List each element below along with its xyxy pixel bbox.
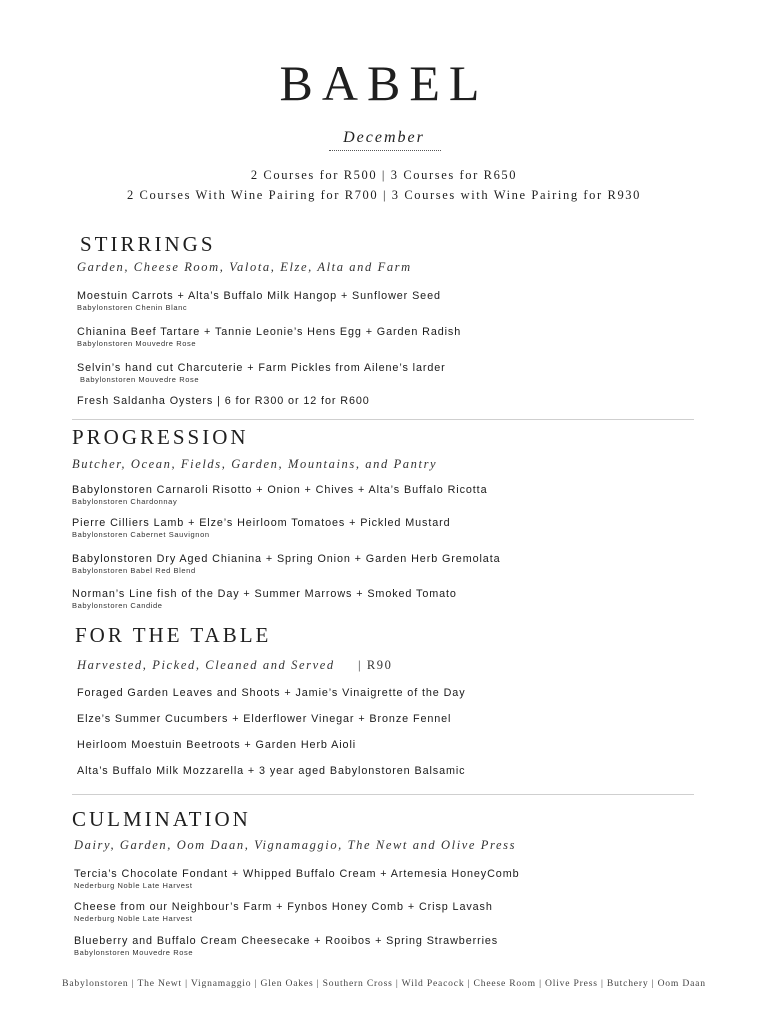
menu-item-dish: Moestuin Carrots + Alta’s Buffalo Milk Hangop + Sunflower Seed: [77, 290, 441, 302]
pricing-line-2: 2 Courses With Wine Pairing for R700 | 3 Courses with Wine Pairing for R930: [126, 188, 642, 202]
month-divider: [329, 150, 441, 151]
menu-item-dish: Tercia’s Chocolate Fondant + Whipped Buffalo Cream + Artemesia HoneyComb: [74, 868, 520, 880]
menu-item-dish: Babylonstoren Carnaroli Risotto + Onion + Chives + Alta’s Buffalo Ricotta: [72, 484, 488, 496]
menu-item-dish: Alta’s Buffalo Milk Mozzarella + 3 year aged Babylonstoren Balsamic: [77, 765, 466, 777]
section-title-progression: PROGRESSION: [72, 425, 249, 449]
menu-item-dish: Foraged Garden Leaves and Shoots + Jamie’s Vinaigrette of the Day: [77, 687, 466, 699]
pricing-line-1: 2 Courses for R500 | 3 Courses for R650: [250, 168, 518, 182]
section-subtitle-for-the-table: Harvested, Picked, Cleaned and Served: [77, 658, 335, 672]
menu-item-dish: Fresh Saldanha Oysters | 6 for R300 or 12 for R600: [77, 395, 370, 407]
menu-item-wine: Babylonstoren Candide: [72, 601, 163, 610]
section-title-culmination: CULMINATION: [72, 807, 251, 831]
menu-item-wine: Nederburg Noble Late Harvest: [74, 881, 193, 890]
menu-item-wine: Babylonstoren Mouvedre Rose: [77, 339, 197, 348]
menu-item-dish: Heirloom Moestuin Beetroots + Garden Herb Aioli: [77, 739, 357, 751]
section-title-for-the-table: FOR THE TABLE: [75, 623, 272, 647]
menu-item-dish: Cheese from our Neighbour’s Farm + Fynbos Honey Comb + Crisp Lavash: [74, 901, 493, 913]
menu-item-dish: Babylonstoren Dry Aged Chianina + Spring Onion + Garden Herb Gremolata: [72, 553, 501, 565]
menu-item-wine: Babylonstoren Cabernet Sauvignon: [72, 530, 210, 539]
menu-item-wine: Babylonstoren Mouvedre Rose: [80, 375, 200, 384]
menu-month: December: [343, 129, 425, 146]
menu-item-wine: Babylonstoren Chardonnay: [72, 497, 178, 506]
menu-item-wine: Babylonstoren Babel Red Blend: [72, 566, 196, 575]
menu-item-dish: Pierre Cilliers Lamb + Elze’s Heirloom Tomatoes + Pickled Mustard: [72, 517, 451, 529]
section-price-for-the-table: | R90: [358, 658, 393, 672]
section-subtitle-progression: Butcher, Ocean, Fields, Garden, Mountains, and Pantry: [72, 457, 438, 471]
section-title-stirrings: STIRRINGS: [80, 232, 216, 256]
menu-item-dish: Elze’s Summer Cucumbers + Elderflower Vinegar + Bronze Fennel: [77, 713, 452, 725]
menu-item-dish: Norman’s Line fish of the Day + Summer Marrows + Smoked Tomato: [72, 588, 457, 600]
section-subtitle-stirrings: Garden, Cheese Room, Valota, Elze, Alta and Farm: [77, 260, 412, 274]
menu-item-dish: Blueberry and Buffalo Cream Cheesecake + Rooibos + Spring Strawberries: [74, 935, 499, 947]
footer-partners: Babylonstoren | The Newt | Vignamaggio | Glen Oakes | Southern Cross | Wild Peacock | Cheese Room | Olive Press | Butchery | Oom Daan: [62, 978, 706, 989]
section-divider: [72, 419, 694, 420]
menu-item-dish: Chianina Beef Tartare + Tannie Leonie’s Hens Egg + Garden Radish: [77, 326, 462, 338]
menu-item-wine: Nederburg Noble Late Harvest: [74, 914, 193, 923]
section-divider: [72, 794, 694, 795]
menu-item-wine: Babylonstoren Chenin Blanc: [77, 303, 188, 312]
section-subtitle-culmination: Dairy, Garden, Oom Daan, Vignamaggio, The Newt and Olive Press: [74, 838, 517, 852]
restaurant-title: BABEL: [279, 55, 489, 111]
menu-item-dish: Selvin’s hand cut Charcuterie + Farm Pickles from Ailene’s larder: [77, 362, 446, 374]
menu-item-wine: Babylonstoren Mouvedre Rose: [74, 948, 194, 957]
